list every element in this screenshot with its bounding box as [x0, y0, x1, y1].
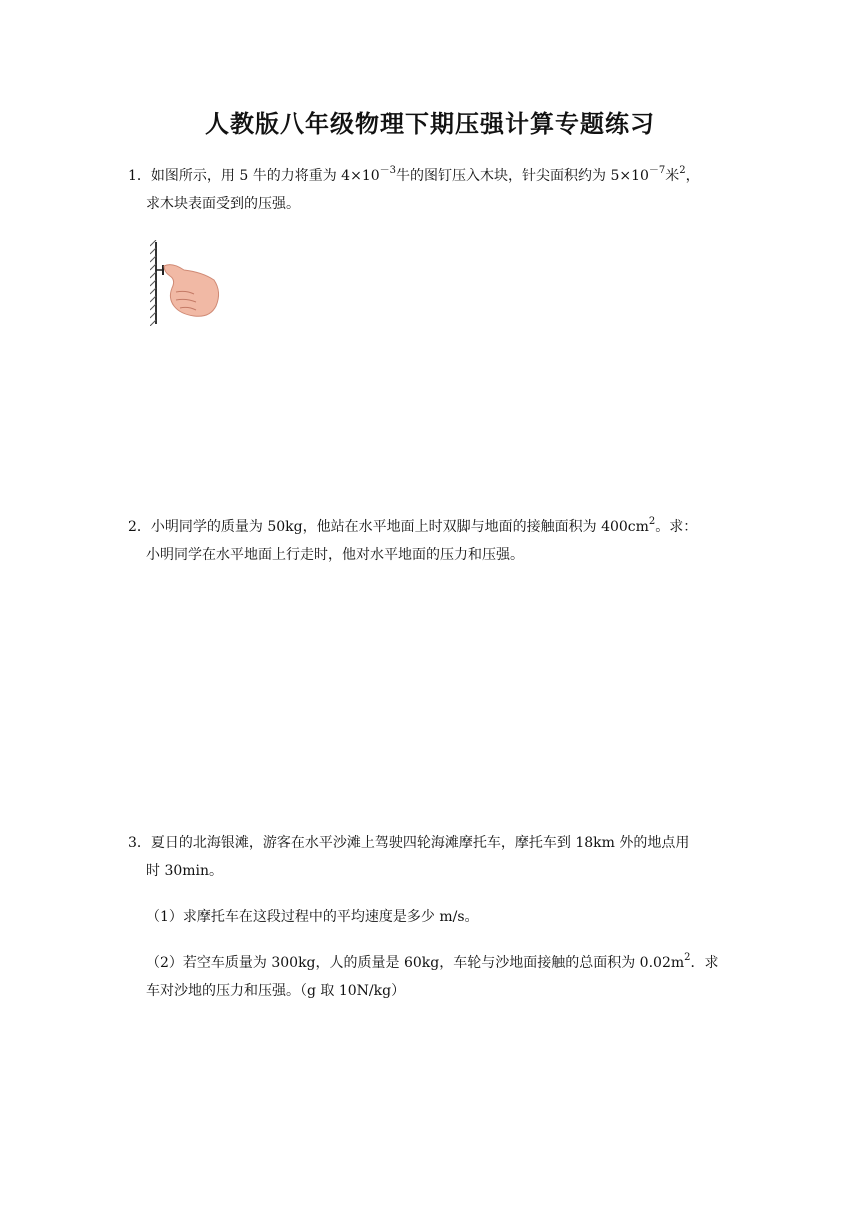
question-3-part-1: （1）求摩托车在这段过程中的平均速度是多少 m/s。 — [146, 909, 479, 925]
question-text: ， — [685, 168, 700, 184]
thumb-pressing-thumbtack-into-wall-icon — [150, 240, 226, 326]
page-title: 人教版八年级物理下期压强计算专题练习 — [205, 109, 655, 138]
question-number: 2． — [128, 519, 151, 535]
question-number: 1． — [128, 168, 151, 184]
question-3 — [128, 829, 738, 1005]
exponent: 2 — [648, 516, 656, 528]
question-text: 如图所示，用 5 牛的力将重为 4×10 — [150, 168, 380, 184]
question-number: 3． — [128, 835, 151, 851]
question-text: 小明同学的质量为 50kg，他站在水平地面上时双脚与地面的接触面积为 400cm — [150, 519, 649, 535]
question-3-part-2 — [128, 949, 738, 977]
question-text: 夏日的北海银滩，游客在水平沙滩上驾驶四轮海滩摩托车，摩托车到 18km 外的地点用 — [150, 835, 690, 851]
question-2 — [128, 513, 738, 569]
question-3-line-1 — [128, 829, 738, 857]
question-1-line-1 — [128, 162, 738, 190]
question-1-line-2: 求木块表面受到的压强。 — [146, 196, 300, 212]
exponent: －3 — [379, 165, 397, 177]
question-text: ．求 — [690, 955, 719, 971]
question-1 — [128, 162, 738, 218]
exponent: 2 — [679, 165, 686, 177]
question-text: 米 — [665, 168, 680, 184]
question-3-part-2-line-2: 车对沙地的压力和压强。（g 取 10N/kg） — [146, 983, 406, 999]
question-text: 牛的图钉压入木块，针尖面积约为 5×10 — [396, 168, 649, 184]
exponent: －7 — [648, 165, 666, 177]
exponent: 2 — [684, 952, 691, 964]
question-2-line-1 — [128, 513, 738, 541]
question-text: （2）若空车质量为 300kg，人的质量是 60kg，车轮与沙地面接触的总面积为 0.02m — [146, 955, 685, 971]
question-2-line-2: 小明同学在水平地面上行走时，他对水平地面的压力和压强。 — [146, 547, 524, 563]
question-3-line-2: 时 30min。 — [146, 863, 224, 879]
question-text: 。求： — [655, 519, 698, 535]
